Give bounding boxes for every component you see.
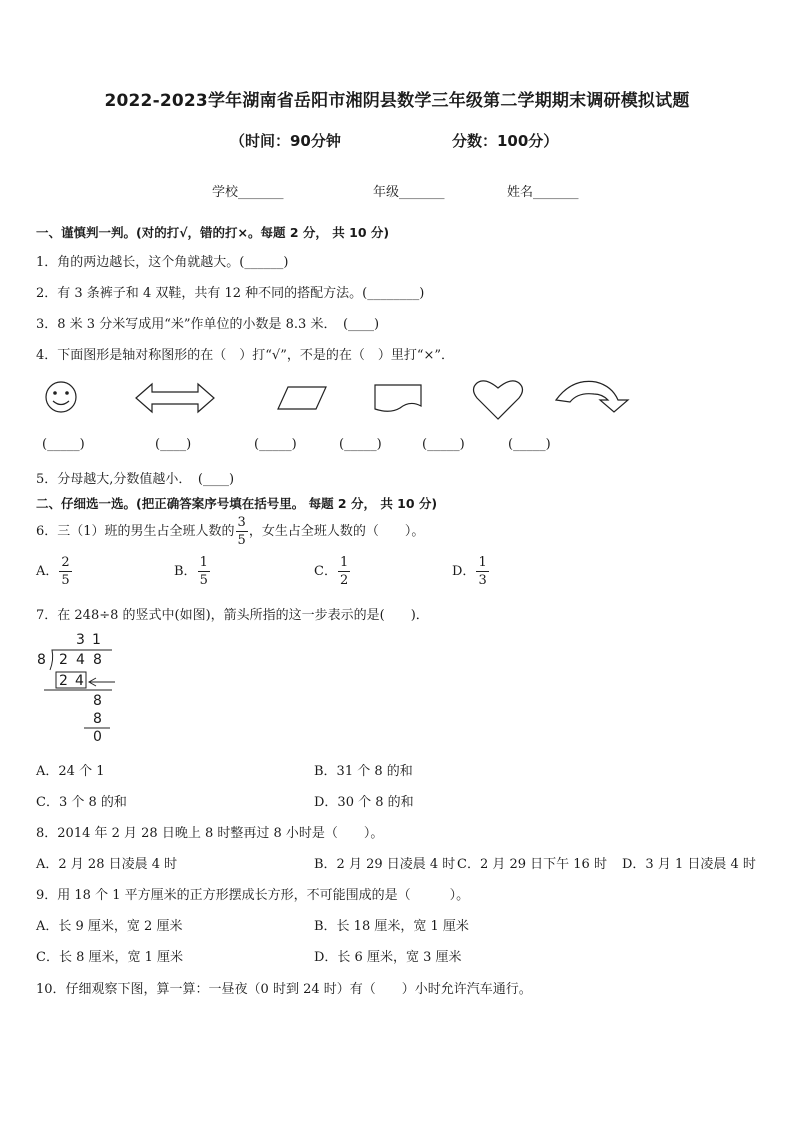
question-5: 5．分母越大,分数值越小． (____) — [36, 472, 235, 487]
wavy-rectangle-icon — [372, 382, 424, 414]
question-6-suffix: ，女生占全班人数的（ ）。 — [248, 524, 425, 539]
question-10: 10．仔细观察下图，算一算：一昼夜（0 时到 24 时）有（ ）小时允许汽车通行。 — [36, 982, 532, 997]
question-9-option-b[interactable]: B．长 18 厘米，宽 1 厘米 — [314, 919, 469, 934]
shape-answer-blank-1[interactable]: (_____) — [42, 437, 85, 452]
division-bracket-lines — [44, 648, 120, 732]
question-6 — [36, 516, 424, 547]
step-digit: 4 — [75, 673, 84, 689]
question-9-option-a[interactable]: A．长 9 厘米，宽 2 厘米 — [36, 919, 183, 934]
dividend-digit: 4 — [76, 652, 85, 668]
shape-answer-blank-2[interactable]: (____) — [155, 437, 192, 452]
shape-answer-blank-3[interactable]: (_____) — [254, 437, 297, 452]
question-6-option-d[interactable]: D． $\frac{1}{3}$ — [452, 555, 487, 588]
parallelogram-icon — [276, 385, 328, 411]
question-2: 2．有 3 条裤子和 4 双鞋，共有 12 种不同的搭配方法。(________) — [36, 286, 425, 301]
quotient-digit: 3 — [76, 632, 85, 648]
remainder: 0 — [93, 729, 102, 745]
step-two-digit: 8 — [93, 711, 102, 727]
question-7-option-b[interactable]: B．31 个 8 的和 — [314, 764, 413, 779]
shape-answer-blank-4[interactable]: (_____) — [339, 437, 382, 452]
question-8-option-c[interactable]: C．2 月 29 日下午 16 时 — [457, 857, 607, 872]
section-2-heading: 二、仔细选一选。(把正确答案序号填在括号里。 每题 2 分， 共 10 分) — [36, 496, 438, 511]
dividend-digit: 8 — [93, 652, 102, 668]
double-arrow-icon — [134, 382, 216, 414]
question-1: 1．角的两边越长，这个角就越大。(______) — [36, 255, 289, 270]
exam-time: （时间：90分钟 — [230, 132, 341, 150]
grade-field[interactable]: 年级_______ — [373, 185, 445, 200]
curved-arrow-icon — [552, 376, 632, 416]
question-7: 7．在 248÷8 的竖式中(如图)，箭头所指的这一步表示的是( )． — [36, 608, 429, 623]
exam-score: 分数：100分） — [452, 132, 559, 150]
pointer-arrow-icon — [86, 676, 116, 688]
question-6-option-c[interactable]: C． $\frac{1}{2}$ — [314, 555, 349, 588]
question-8-option-b[interactable]: B．2 月 29 日凌晨 4 时 — [314, 857, 456, 872]
dividend-digit: 2 — [59, 652, 68, 668]
question-8-option-d[interactable]: D．3 月 1 日凌晨 4 时 — [622, 857, 756, 872]
heart-icon — [471, 378, 525, 422]
question-9: 9．用 18 个 1 平方厘米的正方形摆成长方形，不可能围成的是（ ）。 — [36, 888, 470, 903]
section-1-heading: 一、谨慎判一判。(对的打√，错的打×。每题 2 分， 共 10 分) — [36, 225, 390, 240]
question-6-option-b[interactable]: B． $\frac{1}{5}$ — [174, 555, 208, 588]
question-3: 3．8 米 3 分米写成用“米”作单位的小数是 8.3 米． (____) — [36, 317, 380, 332]
question-8: 8．2014 年 2 月 28 日晚上 8 时整再过 8 小时是（ ）。 — [36, 826, 384, 841]
smiley-face-icon — [40, 380, 82, 414]
divisor: 8 — [37, 652, 46, 668]
page-title: 2022-2023学年湖南省岳阳市湘阴县数学三年级第二学期期末调研模拟试题 — [104, 91, 690, 111]
shape-answer-blank-6[interactable]: (_____) — [508, 437, 551, 452]
question-7-option-a[interactable]: A．24 个 1 — [36, 764, 105, 779]
quotient-digit: 1 — [92, 632, 101, 648]
question-4: 4．下面图形是轴对称图形的在（ ）打“√”，不是的在（ ）里打“×”． — [36, 348, 455, 363]
name-field[interactable]: 姓名_______ — [507, 185, 579, 200]
shape-answer-blank-5[interactable]: (_____) — [422, 437, 465, 452]
school-field[interactable]: 学校_______ — [212, 185, 284, 200]
fraction-three-fifths: $\frac{3}{5}$ — [237, 515, 246, 548]
question-7-option-d[interactable]: D．30 个 8 的和 — [314, 795, 414, 810]
question-9-option-c[interactable]: C．长 8 厘米，宽 1 厘米 — [36, 950, 184, 965]
question-9-option-d[interactable]: D．长 6 厘米，宽 3 厘米 — [314, 950, 462, 965]
question-8-option-a[interactable]: A．2 月 28 日凌晨 4 时 — [36, 857, 178, 872]
question-6-option-a[interactable]: A． $\frac{2}{5}$ — [36, 555, 70, 588]
question-6-prefix: 6．三（1）班的男生占全班人数的 — [36, 524, 235, 539]
step-digit: 2 — [59, 673, 68, 689]
bring-down-digit: 8 — [93, 693, 102, 709]
question-7-option-c[interactable]: C．3 个 8 的和 — [36, 795, 127, 810]
